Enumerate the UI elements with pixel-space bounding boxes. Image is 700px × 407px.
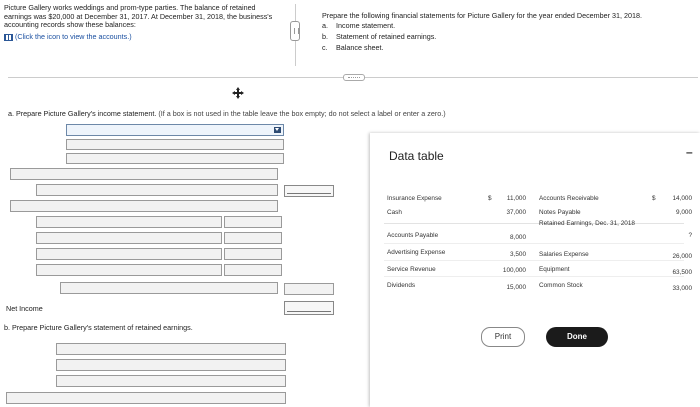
table-cell-value: 37,000 — [506, 209, 526, 216]
task-balance-sheet: Balance sheet. — [336, 43, 384, 52]
table-cell-label: Notes Payable — [539, 209, 581, 216]
accounts-table — [384, 189, 694, 297]
problem-intro: Picture Gallery works weddings and prom-type parties. The balance of retained earnings was $20,000 at December 31, 2017. At December 31, 2018, the business's accounting records show these balances: — [4, 3, 273, 30]
print-button[interactable]: Print — [481, 327, 525, 347]
table-cell-label: Cash — [387, 209, 402, 216]
table-cell-label: Equipment — [539, 266, 570, 273]
table-icon[interactable] — [4, 34, 13, 41]
table-cell-label: Dividends — [387, 282, 416, 289]
table-cell-label: Retained Earnings, Dec. 31, 2018 — [539, 220, 635, 227]
retained-header-input-3[interactable] — [56, 375, 286, 387]
task-letter: c. — [322, 43, 328, 52]
task-letter: b. — [322, 32, 328, 41]
accounts-link-text[interactable]: (Click the icon to view the accounts.) — [15, 32, 132, 41]
instructions: Prepare the following financial statements for Picture Gallery for the year ended December 31, 2018. — [322, 11, 643, 20]
move-cursor-icon — [232, 86, 244, 98]
retained-header-input-2[interactable] — [56, 359, 286, 371]
expand-handle[interactable] — [343, 74, 365, 81]
statement-header-select[interactable] — [66, 124, 284, 136]
account-input-2[interactable] — [36, 216, 222, 228]
done-button[interactable]: Done — [546, 327, 608, 347]
amount-input-2[interactable] — [224, 216, 282, 228]
table-cell-value: 100,000 — [502, 267, 526, 274]
table-cell-value: 3,500 — [510, 251, 526, 258]
section-label-input-1[interactable] — [10, 168, 278, 180]
amount-input-5[interactable] — [224, 264, 282, 276]
row-divider — [384, 260, 684, 261]
table-cell-label: Insurance Expense — [387, 195, 442, 202]
dollar-sign: $ — [488, 195, 492, 202]
part-a-text: a. Prepare Picture Gallery's income statement. — [8, 109, 157, 118]
row-divider — [384, 243, 684, 244]
amount-input-4[interactable] — [224, 248, 282, 260]
net-income-label: Net Income — [6, 304, 43, 313]
net-income-amount-input[interactable] — [284, 301, 334, 315]
account-input-5[interactable] — [36, 264, 222, 276]
table-cell-value: 8,000 — [510, 234, 526, 241]
table-cell-label: Accounts Receivable — [539, 195, 599, 202]
part-a-note: (If a box is not used in the table leave the box empty; do not select a label or enter a zero.) — [158, 109, 446, 118]
task-letter: a. — [322, 21, 328, 30]
total-amount-input[interactable] — [284, 283, 334, 295]
retained-header-input-1[interactable] — [56, 343, 286, 355]
dollar-sign: $ — [652, 195, 656, 202]
statement-header-input-3[interactable] — [66, 153, 284, 164]
row-divider — [384, 276, 684, 277]
table-cell-label: Service Revenue — [387, 266, 436, 273]
panel-resize-handle[interactable] — [290, 21, 300, 41]
task-retained-earnings: Statement of retained earnings. — [336, 32, 437, 41]
table-cell-label: Advertising Expense — [387, 249, 446, 256]
table-cell-value: 33,000 — [672, 285, 692, 292]
accounts-link[interactable] — [4, 33, 132, 42]
account-input-4[interactable] — [36, 248, 222, 260]
table-cell-value: 26,000 — [672, 253, 692, 260]
part-b-prompt: b. Prepare Picture Gallery's statement of retained earnings. — [4, 323, 193, 332]
total-label-input[interactable] — [60, 282, 278, 294]
table-cell-value: 11,000 — [506, 195, 526, 202]
minimize-icon[interactable]: – — [686, 145, 693, 159]
data-table-title: Data table — [389, 149, 444, 163]
account-input-1[interactable] — [36, 184, 278, 196]
table-cell-value: 15,000 — [506, 284, 526, 291]
table-cell-value: 9,000 — [676, 209, 692, 216]
table-cell-value: 63,500 — [672, 269, 692, 276]
retained-row-input-1[interactable] — [6, 392, 286, 404]
amount-input-1[interactable] — [284, 185, 334, 197]
table-cell-label: Accounts Payable — [387, 232, 439, 239]
account-input-3[interactable] — [36, 232, 222, 244]
table-cell-label: Salaries Expense — [539, 251, 589, 258]
task-list — [322, 22, 436, 55]
amount-input-3[interactable] — [224, 232, 282, 244]
task-income-statement: Income statement. — [336, 21, 396, 30]
part-a-prompt — [8, 110, 446, 119]
chevron-down-icon[interactable] — [274, 127, 281, 133]
statement-header-input-2[interactable] — [66, 139, 284, 150]
table-cell-value: ? — [688, 232, 692, 239]
table-cell-label: Common Stock — [539, 282, 583, 289]
section-label-input-2[interactable] — [10, 200, 278, 212]
data-table-popup — [370, 133, 700, 407]
table-cell-value: 14,000 — [672, 195, 692, 202]
